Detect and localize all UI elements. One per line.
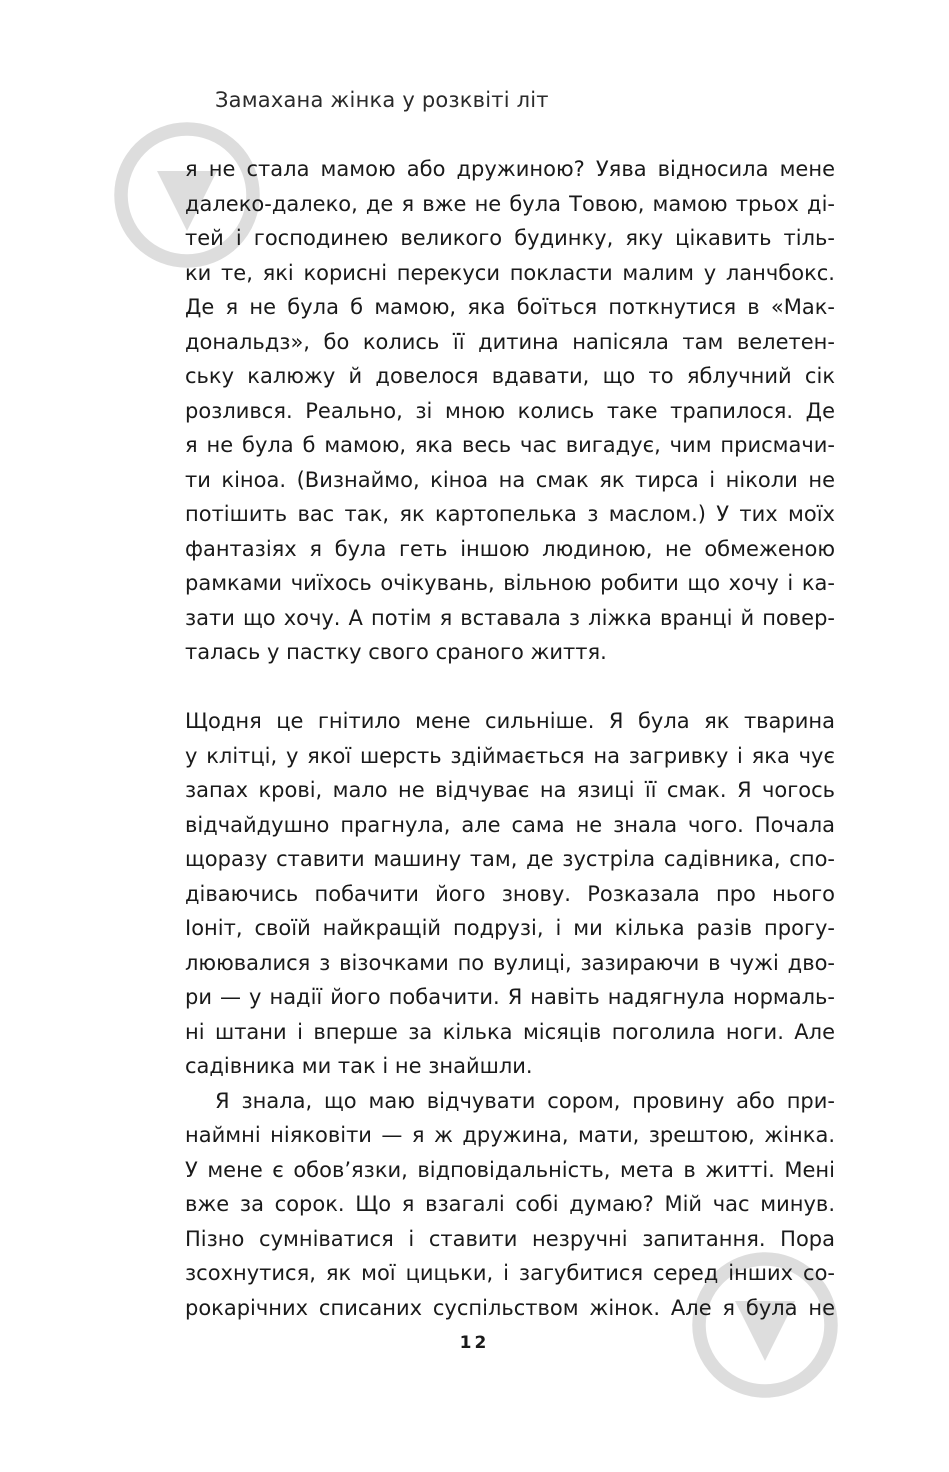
text-line: розлився. Реально, зі мною колись таке трапилося. Де — [185, 398, 835, 423]
running-head: Замахана жінка у розквіті літ — [215, 88, 549, 112]
text-line: я не стала мамою або дружиною? Уява відносила мене — [185, 157, 835, 181]
text-line: ні штани і вперше за кілька місяців поголила ноги. Але — [185, 1019, 835, 1044]
text-line: я не була б мамою, яка весь час вигадує, чим присмачи- — [185, 433, 835, 457]
body-text — [185, 152, 835, 1325]
paragraph-gap — [185, 670, 835, 705]
text-line: відчайдушно прагнула, але сама не знала чого. Почала — [185, 812, 835, 837]
text-line: У мене є обов’язки, відповідальність, мета в житті. Мені — [185, 1157, 835, 1182]
text-line: вже за сорок. Що я взагалі собі думаю? Мій час минув. — [185, 1192, 835, 1216]
text-line: потішить вас так, як картопелька з маслом.) У тих моїх — [185, 502, 835, 526]
text-line: ти кіноа. (Визнаймо, кіноа на смак як тирса і ніколи не — [185, 467, 835, 492]
text-line: ську калюжу й довелося вдавати, що то яблучний сік — [185, 364, 835, 388]
text-line: фантазіях я була геть іншою людиною, не обмеженою — [185, 536, 835, 561]
text-line: тей і господинею великого будинку, яку цікавить тіль- — [185, 226, 835, 250]
text-line: щоразу ставити машину там, де зустріла садівника, спо- — [185, 847, 835, 871]
paragraph — [185, 704, 835, 1084]
text-line: запах крові, мало не відчуває на язиці її смак. Я чогось — [185, 778, 835, 802]
paragraph — [185, 1084, 835, 1326]
text-line: садівника ми так і не знайшли. — [185, 1054, 533, 1078]
text-line: ри — у надії його побачити. Я навіть надягнула нормаль- — [185, 985, 835, 1009]
paragraph — [185, 152, 835, 670]
text-line: у клітці, у якої шерсть здіймається на загривку і яка чує — [185, 743, 835, 768]
text-line: зсохнутися, як мої цицьки, і загубитися серед інших со- — [185, 1261, 835, 1285]
text-line: Пізно сумніватися і ставити незручні запитання. Пора — [185, 1226, 835, 1251]
text-line: Іоніт, своїй найкращій подрузі, і ми кілька разів прогу- — [185, 916, 835, 940]
text-line: рокарічних списаних суспільством жінок. Але я була не — [185, 1295, 835, 1320]
text-line: зати що хочу. А потім я вставала з ліжка вранці й повер- — [185, 605, 835, 630]
page-number: 12 — [459, 1333, 490, 1353]
text-line: люювалися з візочками по вулиці, зазираючи в чужі дво- — [185, 950, 835, 975]
text-line: Щодня це гнітило мене сильніше. Я була як тварина — [185, 709, 835, 733]
text-line: ки те, які корисні перекуси покласти малим у ланчбокс. — [185, 260, 835, 285]
text-line: діваючись побачити його знову. Розказала про нього — [185, 881, 835, 906]
text-line: Де я не була б мамою, яка боїться поткнутися в «Мак- — [185, 295, 835, 319]
text-line: Я знала, що маю відчувати сором, провину або при- — [215, 1088, 835, 1113]
text-line: дональдз», бо колись її дитина напісяла там велетен- — [185, 329, 835, 354]
text-line: далеко-далеко, де я вже не була Товою, мамою трьох ді- — [185, 191, 835, 216]
text-line: талась у пастку свого сраного життя. — [185, 640, 607, 664]
text-line: наймні ніяковіти — я ж дружина, мати, зрештою, жінка. — [185, 1123, 835, 1147]
text-line: рамками чиїхось очікувань, вільною робити що хочу і ка- — [185, 571, 835, 595]
